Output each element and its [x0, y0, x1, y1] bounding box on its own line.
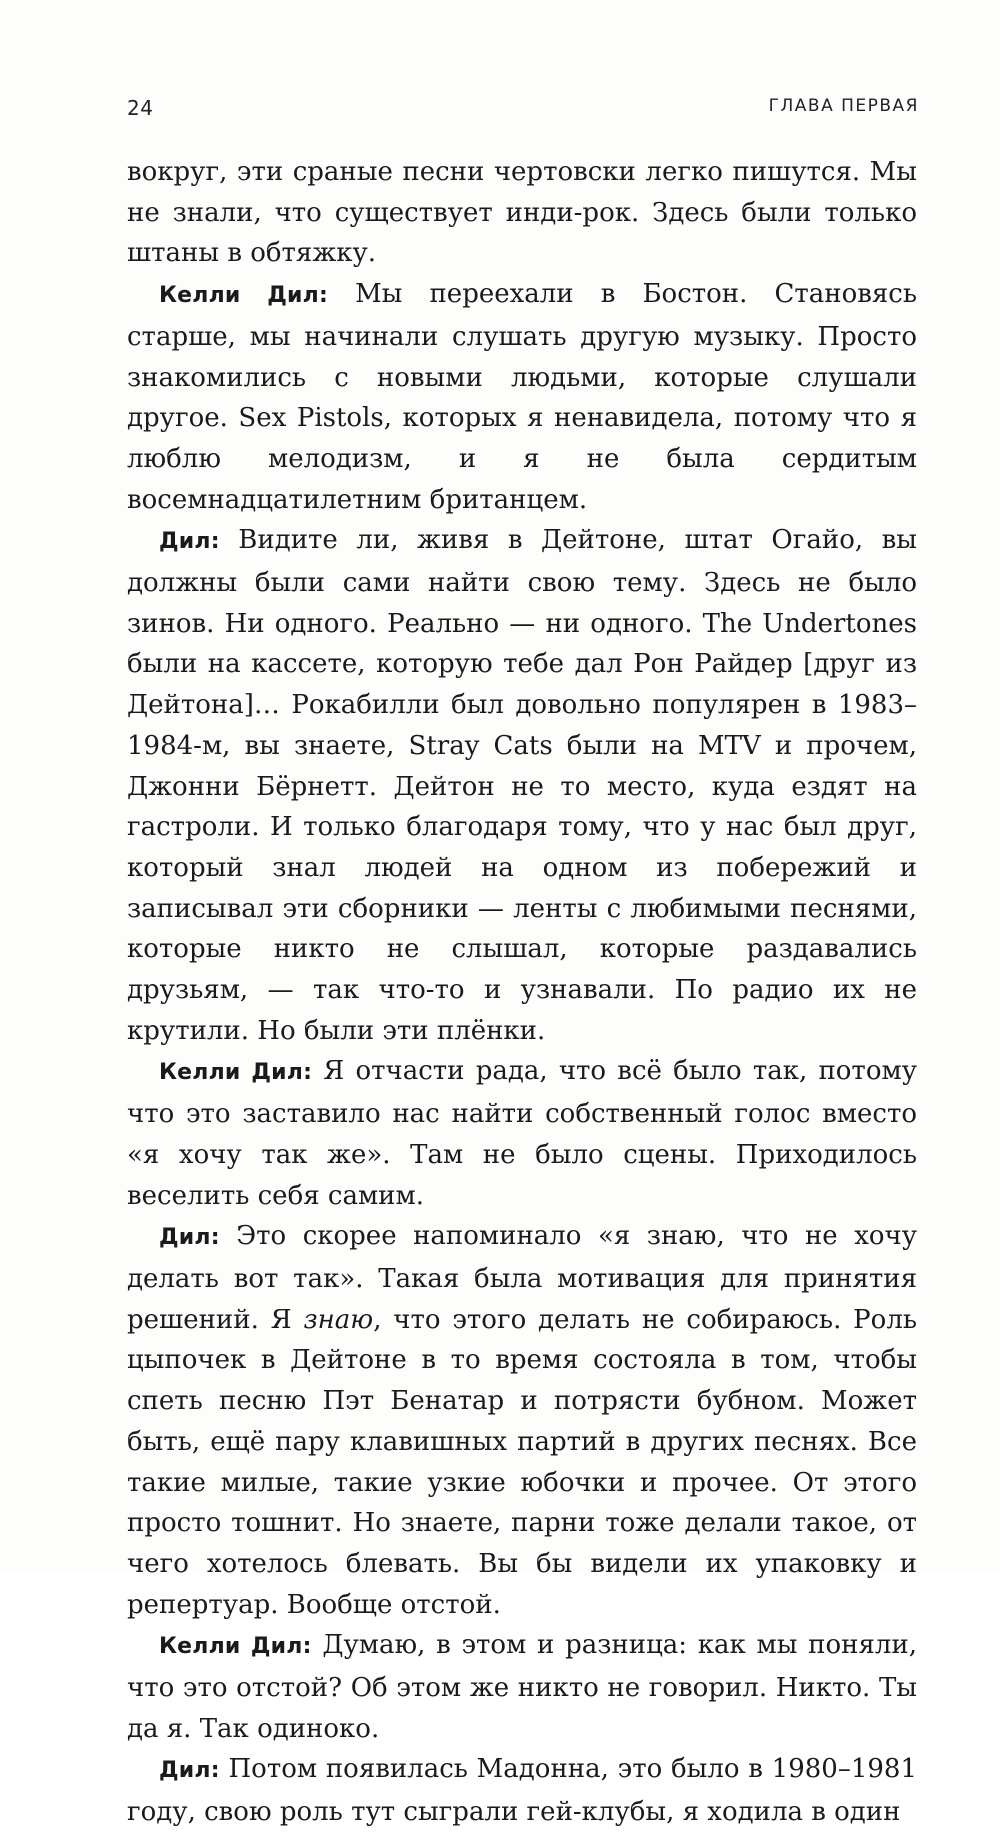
speaker-label: Дил: [159, 1758, 220, 1784]
paragraph-kelley-deal [127, 274, 917, 520]
paragraph-kelley-deal [127, 1625, 917, 1749]
paragraph-text: Мы переехали в Бостон. Становясь старше, мы начинали слушать другую музыку. Просто знакомились с новыми людьми, которые слушали другое. Sex Pistols, которых я ненавидела, потому что я люблю мелодизм, и я не была сердитым восемнадцатилетним британцем. [127, 279, 918, 515]
paragraph-continuation [127, 152, 917, 274]
paragraph-deal [127, 520, 917, 1051]
speaker-label: Дил: [159, 1225, 220, 1251]
paragraph-deal [127, 1749, 917, 1832]
page-number: 24 [127, 96, 154, 120]
paragraph-text: вокруг, эти сраные песни чертовски легко пишутся. Мы не знали, что существует инди-рок. Здесь были только штаны в обтяжку. [127, 157, 917, 269]
paragraph-deal [127, 1216, 917, 1625]
paragraph-text: Видите ли, живя в Дейтоне, штат Огайо, вы должны были сами найти свою тему. Здесь не было зинов. Ни одного. Реально — ни одного. The Undertones были на кассете, которую тебе дал Рон Райдер [друг из Дейтона]… Рокабилли был довольно популярен в 1983–1984-м, вы знаете, Stray Cats были на MTV и прочем, Джонни Бёрнетт. Дейтон не то место, куда ездят на гастроли. И только благодаря тому, что у нас был друг, который знал людей на одном из побережий и записывал эти сборники — ленты с любимыми песнями, которые никто не слышал, которые раздавались друзьям, — так что-то и узнавали. По радио их не крутили. Но были эти плёнки. [127, 525, 917, 1046]
paragraph-kelley-deal [127, 1051, 917, 1216]
speaker-label: Келли Дил: [159, 1634, 312, 1660]
speaker-label: Дил: [159, 529, 220, 555]
speaker-label: Келли Дил: [159, 283, 328, 309]
page-header [127, 96, 919, 126]
paragraph-text: Я отчасти рада, что всё было так, потому что это заставило нас найти собственный голос вместо «я хочу так же». Там не было сцены. Приходилось веселить себя самим. [127, 1056, 917, 1211]
speaker-label: Келли Дил: [159, 1060, 313, 1086]
running-head-chapter-title: ГЛАВА ПЕРВАЯ [768, 96, 919, 116]
body-text [127, 152, 917, 1833]
paragraph-text-after-emphasis: , что этого делать не собираюсь. Роль цыпочек в Дейтоне в то время состояла в том, чтобы спеть песню Пэт Бенатар и потрясти бубном. Может быть, ещё пару клавишных партий в других песнях. Все такие милые, такие узкие юбочки и прочее. От этого просто тошнит. Но знаете, парни тоже делали такое, от чего хотелось блевать. Вы бы видели их упаковку и репертуар. Вообще отстой. [127, 1304, 917, 1620]
emphasized-word: знаю [303, 1304, 374, 1335]
paragraph-text: Думаю, в этом и разница: как мы поняли, что это отстой? Об этом же никто не говорил. Никто. Ты да я. Так одиноко. [127, 1630, 917, 1744]
paragraph-text-before-emphasis: Это скорее напоминало «я знаю, что не хочу делать вот так». Такая была мотивация для принятия решений. Я [127, 1221, 917, 1335]
paragraph-text: Потом появилась Мадонна, это было в 1980–1981 году, свою роль тут сыграли гей-клубы, я ходила в один [127, 1754, 917, 1828]
